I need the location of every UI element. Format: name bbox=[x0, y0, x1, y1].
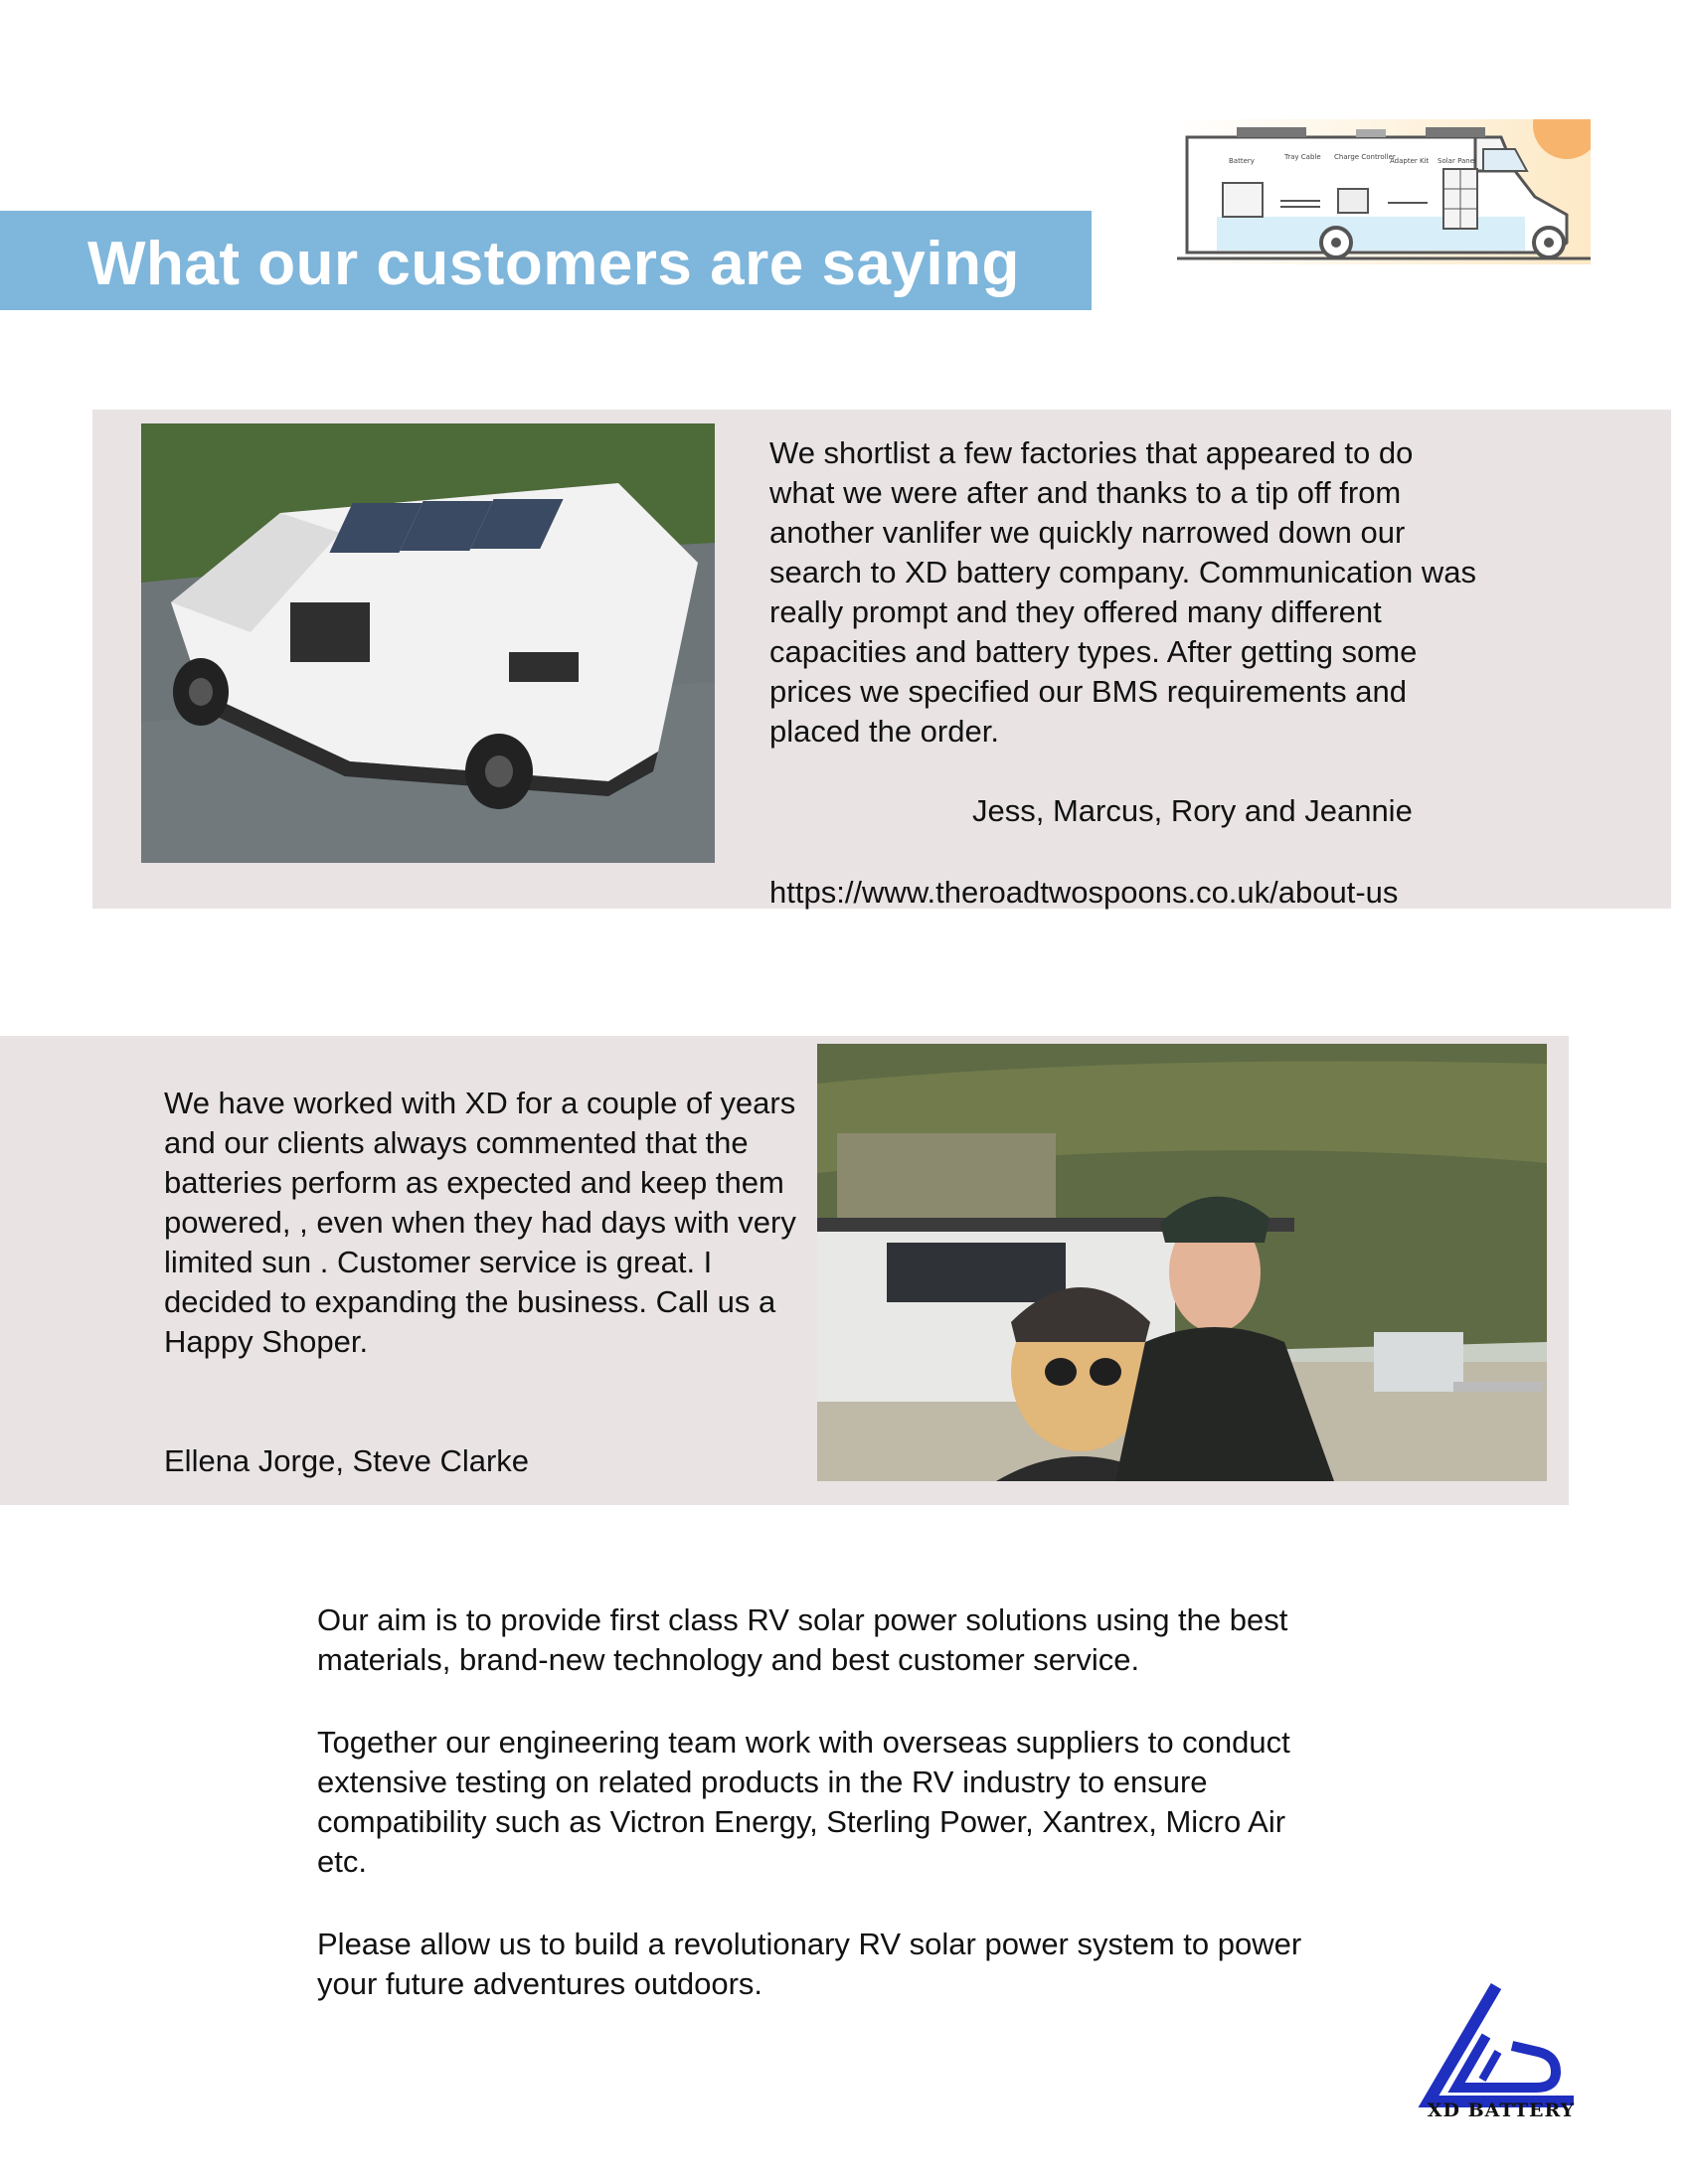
testimonial-link[interactable]: https://www.theroadtwospoons.co.uk/about-us bbox=[769, 875, 1399, 910]
about-paragraph: Please allow us to build a revolutionary RV solar power system to power your future adventures outdoors. bbox=[317, 1927, 1302, 2001]
page-title: What our customers are saying bbox=[87, 230, 1020, 298]
diagram-label: Adapter Kit bbox=[1390, 157, 1430, 165]
testimonial-quote: We have worked with XD for a couple of years and our clients always commented that the batteries perform as expected and keep them powered, , even when they had days with very limited sun . Customer service is great. I decided to expanding the business. Call us a Happy Shoper. bbox=[164, 1086, 796, 1359]
couple-with-camper-photo bbox=[817, 1044, 1547, 1481]
about-paragraph: Our aim is to provide first class RV solar power solutions using the best materials, brand-new technology and best customer service. bbox=[317, 1602, 1288, 1677]
camper-van-photo bbox=[141, 423, 715, 863]
diagram-label: Solar Panel bbox=[1437, 157, 1476, 165]
about-paragraph: Together our engineering team work with overseas suppliers to conduct extensive testing on related products in the RV industry to ensure compatibility such as Victron Energy, Sterling Power, Xantrex, Micro Air etc. bbox=[317, 1725, 1290, 1879]
xd-battery-logo-icon bbox=[1417, 1980, 1586, 2119]
testimonial-author: Jess, Marcus, Rory and Jeannie bbox=[972, 793, 1413, 828]
diagram-label: Battery bbox=[1229, 157, 1255, 165]
logo-text: XD BATTERY bbox=[1427, 2100, 1576, 2121]
header-banner bbox=[0, 211, 1092, 310]
rv-solar-diagram bbox=[1177, 119, 1591, 264]
testimonial-quote: We shortlist a few factories that appeared to do what we were after and thanks to a tip off from another vanlifer we quickly narrowed down our search to XD battery company. Communication was really prompt and they offered many different capacities and battery types. After getting some prices we specified our BMS requirements and placed the order. bbox=[769, 435, 1477, 749]
diagram-label: Charge Controller bbox=[1334, 153, 1396, 161]
testimonial-author: Ellena Jorge, Steve Clarke bbox=[164, 1443, 530, 1478]
diagram-label: Tray Cable bbox=[1284, 153, 1321, 161]
